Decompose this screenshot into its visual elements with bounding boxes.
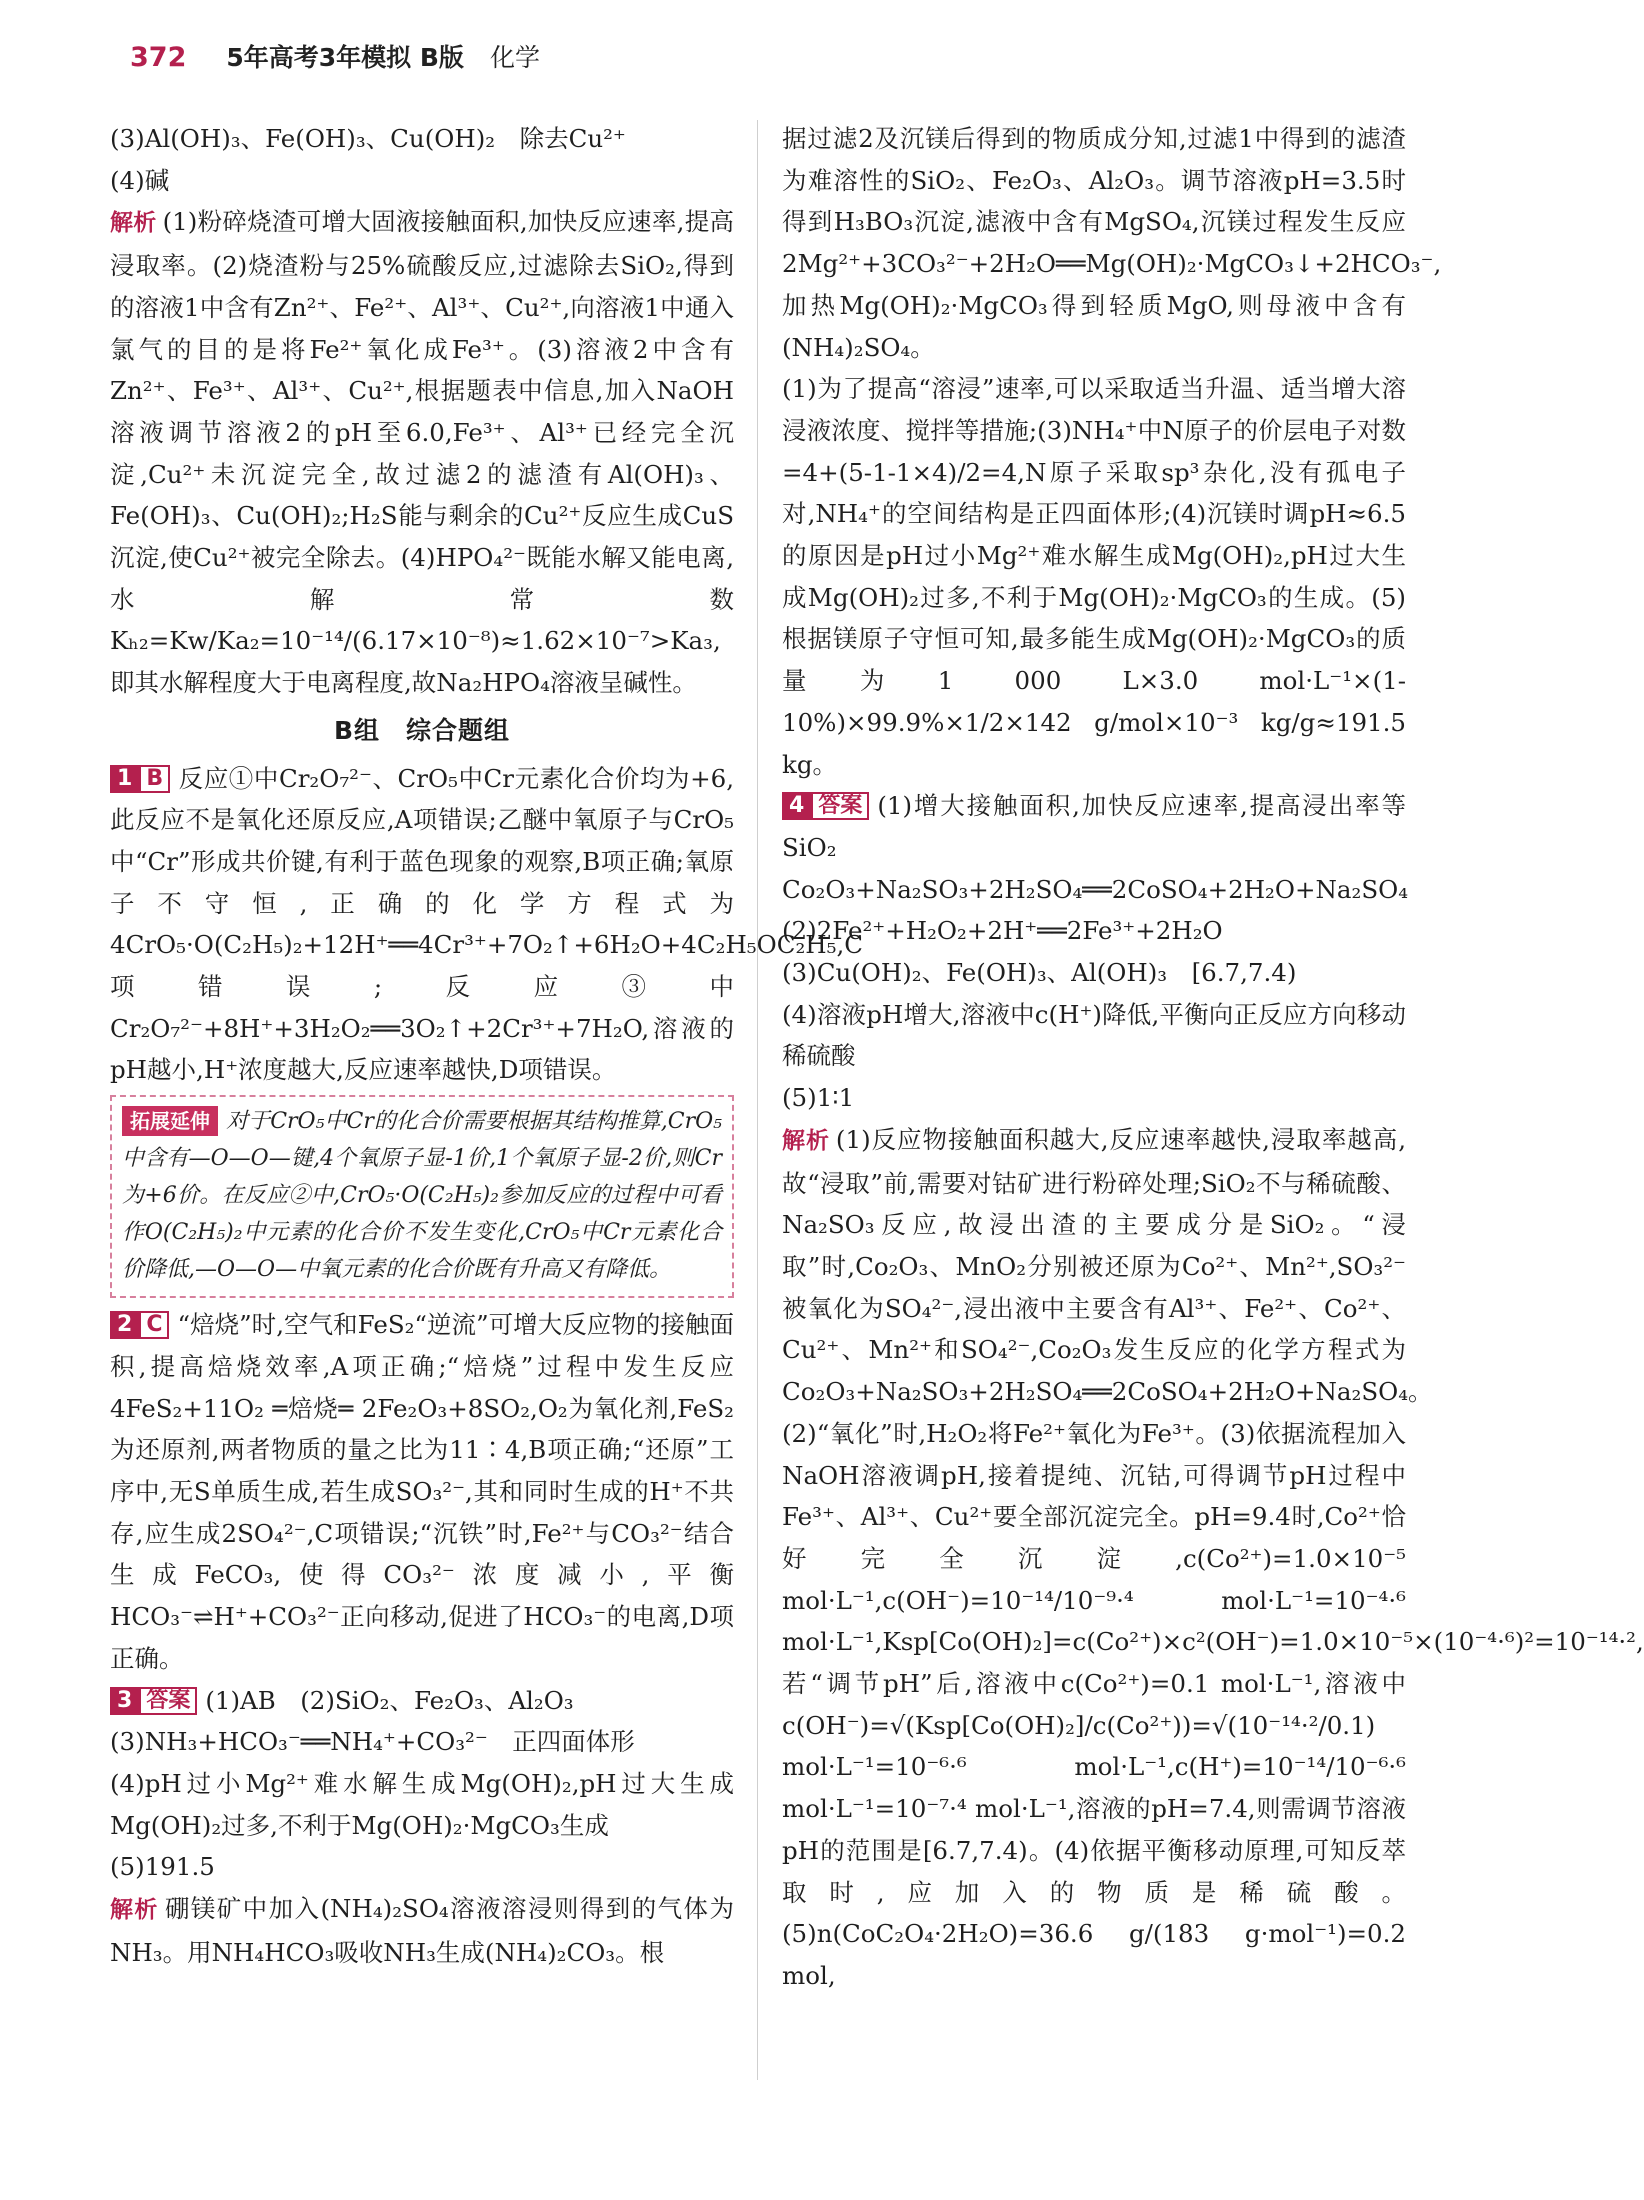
question-1-tag: 1 B	[110, 765, 170, 793]
extension-box	[110, 1095, 734, 1298]
question-4-analysis	[782, 1119, 1644, 1997]
question-4-line-4: (4)溶液pH增大,溶液中c(H⁺)降低,平衡向正反应方向移动 稀硫酸	[782, 999, 1431, 1071]
book-title: 5年高考3年模拟 B版	[226, 43, 464, 72]
question-2-tag: 2 C	[110, 1311, 169, 1339]
question-2-text: “焙烧”时,空气和FeS₂“逆流”可增大反应物的接触面积,提高焙烧效率,A项正确;“焙烧”过程中发生反应4FeS₂+11O₂ ═焙烧═ 2Fe₂O₃+8SO₂,O₂为氧化剂,FeS₂为还原剂,两者物质的量之比为11∶4,B项正确;“还原”工序中,无S单质生成,若生成SO₃²⁻,其和同时生成的H⁺不共存,应生成2SO₄²⁻,C项错误;“沉铁”时,Fe²⁺与CO₃²⁻结合生成FeCO₃,使得CO₃²⁻浓度减小,平衡HCO₃⁻⇌H⁺+CO₃²⁻正向移动,促进了HCO₃⁻的电离,D项正确。	[110, 1310, 734, 1673]
question-3-line-1: (1)AB (2)SiO₂、Fe₂O₃、Al₂O₃	[205, 1685, 574, 1715]
question-4	[782, 785, 1431, 910]
question-2	[110, 1304, 734, 1679]
question-3-analysis	[110, 1888, 734, 1973]
answer-line-4: (4)碱	[110, 165, 170, 195]
answer-line-3: (3)Al(OH)₃、Fe(OH)₃、Cu(OH)₂ 除去Cu²⁺	[110, 124, 626, 153]
analysis-paragraph	[110, 201, 734, 703]
question-4-line-1: (1)增大接触面积,加快反应速率,提高浸出率等 SiO₂ Co₂O₃+Na₂SO₃+2H₂SO₄══2CoSO₄+2H₂O+Na₂SO₄	[782, 791, 1431, 904]
question-1-text: 反应①中Cr₂O₇²⁻、CrO₅中Cr元素化合价均为+6,此反应不是氧化还原反应,A项错误;乙醚中氧原子与CrO₅中“Cr”形成共价键,有利于蓝色现象的观察,B项正确;氧原子不守恒,正确的化学方程式为4CrO₅·O(C₂H₅)₂+12H⁺══4Cr³⁺+7O₂↑+6H₂O+4C₂H₅OC₂H₅,C项错误;反应③中Cr₂O₇²⁻+8H⁺+3H₂O₂══3O₂↑+2Cr³⁺+7H₂O,溶液的pH越小,H⁺浓度越大,反应速率越快,D项错误。	[110, 763, 864, 1085]
right-column	[782, 118, 1644, 1997]
question-3-line-4: (5)191.5	[110, 1852, 215, 1882]
question-3-analysis-text: 硼镁矿中加入(NH₄)₂SO₄溶液溶浸则得到的气体为NH₃。用NH₄HCO₃吸收NH₃生成(NH₄)₂CO₃。根	[110, 1894, 734, 1967]
extension-text: 对于CrO₅中Cr的化合价需要根据其结构推算,CrO₅中含有—O—O—键,4个氧原子显-1价,1个氧原子显-2价,则Cr为+6价。在反应②中,CrO₅·O(C₂H₅)₂参加反应的过程中可看作O(C₂H₅)₂中元素的化合价不发生变化,CrO₅中Cr元素化合价降低,—O—O—中氧元素的化合价既有升高又有降低。	[122, 1109, 722, 1283]
section-title: B组 综合题组	[333, 715, 511, 745]
question-4-line-2: (2)2Fe²⁺+H₂O₂+2H⁺══2Fe³⁺+2H₂O	[782, 916, 1223, 946]
analysis-label: 解析	[782, 1127, 830, 1154]
question-3-tag: 3 答案	[110, 1687, 197, 1715]
page-number: 372	[130, 42, 187, 73]
subject-label: 化学	[489, 43, 540, 72]
question-3-line-3: (4)pH过小Mg²⁺难水解生成Mg(OH)₂,pH过大生成Mg(OH)₂过多,不利于Mg(OH)₂·MgCO₃生成	[110, 1768, 734, 1840]
analysis-continued: 据过滤2及沉镁后得到的物质成分知,过滤1中得到的滤渣为难溶性的SiO₂、Fe₂O₃、Al₂O₃。调节溶液pH=3.5时得到H₃BO₃沉淀,滤液中含有MgSO₄,沉镁过程发生反应2Mg²⁺+3CO₃²⁻+2H₂O══Mg(OH)₂·MgCO₃↓+2HCO₃⁻,加热Mg(OH)₂·MgCO₃得到轻质MgO,则母液中含有(NH₄)₂SO₄。	[782, 124, 1442, 362]
question-4-line-3: (3)Cu(OH)₂、Fe(OH)₃、Al(OH)₃ [6.7,7.4)	[782, 958, 1297, 988]
question-4-tag: 4 答案	[782, 792, 869, 820]
analysis-label: 解析	[110, 210, 157, 237]
analysis-details: (1)为了提高“溶浸”速率,可以采取适当升温、适当增大溶浸液浓度、搅拌等措施;(3)NH₄⁺中N原子的价层电子对数=4+(5-1-1×4)/2=4,N原子采取sp³杂化,没有孤电子对,NH₄⁺的空间结构是正四面体形;(4)沉镁时调pH≈6.5的原因是pH过小Mg²⁺难水解生成Mg(OH)₂,pH过大生成Mg(OH)₂过多,不利于Mg(OH)₂·MgCO₃的生成。(5)根据镁原子守恒可知,最多能生成Mg(OH)₂·MgCO₃的质量为1 000 L×3.0 mol·L⁻¹×(1-10%)×99.9%×1/2×142 g/mol×10⁻³ kg/g≈191.5 kg。	[782, 374, 1406, 779]
question-3-line-2: (3)NH₃+HCO₃⁻══NH₄⁺+CO₃²⁻ 正四面体形	[110, 1727, 635, 1757]
column-divider	[757, 120, 758, 2080]
page-header	[130, 38, 540, 78]
extension-label: 拓展延伸	[122, 1106, 218, 1136]
question-4-analysis-text: (1)反应物接触面积越大,反应速率越快,浸取率越高,故“浸取”前,需要对钴矿进行粉碎处理;SiO₂不与稀硫酸、Na₂SO₃反应,故浸出渣的主要成分是SiO₂。“浸取”时,Co₂O₃、MnO₂分别被还原为Co²⁺、Mn²⁺,SO₃²⁻被氧化为SO₄²⁻,浸出液中主要含有Al³⁺、Fe²⁺、Co²⁺、Cu²⁺、Mn²⁺和SO₄²⁻,Co₂O₃发生反应的化学方程式为Co₂O₃+Na₂SO₃+2H₂SO₄══2CoSO₄+2H₂O+Na₂SO₄。(2)“氧化”时,H₂O₂将Fe²⁺氧化为Fe³⁺。(3)依据流程加入NaOH溶液调pH,接着提纯、沉钴,可得调节pH过程中Fe³⁺、Al³⁺、Cu²⁺要全部沉淀完全。pH=9.4时,Co²⁺恰好完全沉淀,c(Co²⁺)=1.0×10⁻⁵ mol·L⁻¹,c(OH⁻)=10⁻¹⁴/10⁻⁹·⁴ mol·L⁻¹=10⁻⁴·⁶ mol·L⁻¹,Ksp[Co(OH)₂]=c(Co²⁺)×c²(OH⁻)=1.0×10⁻⁵×(10⁻⁴·⁶)²=10⁻¹⁴·²,若“调节pH”后,溶液中c(Co²⁺)=0.1 mol·L⁻¹,溶液中c(OH⁻)=√(Ksp[Co(OH)₂]/c(Co²⁺))=√(10⁻¹⁴·²/0.1) mol·L⁻¹=10⁻⁶·⁶ mol·L⁻¹,c(H⁺)=10⁻¹⁴/10⁻⁶·⁶ mol·L⁻¹=10⁻⁷·⁴ mol·L⁻¹,溶液的pH=7.4,则需调节溶液pH的范围是[6.7,7.4)。(4)依据平衡移动原理,可知反萃取时,应加入的物质是稀硫酸。(5)n(CoC₂O₄·2H₂O)=36.6 g/(183 g·mol⁻¹)=0.2 mol,	[782, 1124, 1644, 1990]
analysis-label: 解析	[110, 1897, 159, 1924]
analysis-text: (1)粉碎烧渣可增大固液接触面积,加快反应速率,提高浸取率。(2)烧渣粉与25%硫酸反应,过滤除去SiO₂,得到的溶液1中含有Zn²⁺、Fe²⁺、Al³⁺、Cu²⁺,向溶液1中通入氯气的目的是将Fe²⁺氧化成Fe³⁺。(3)溶液2中含有Zn²⁺、Fe³⁺、Al³⁺、Cu²⁺,根据题表中信息,加入NaOH溶液调节溶液2的pH至6.0,Fe³⁺、Al³⁺已经完全沉淀,Cu²⁺未沉淀完全,故过滤2的滤渣有Al(OH)₃、Fe(OH)₃、Cu(OH)₂;H₂S能与剩余的Cu²⁺反应生成CuS沉淀,使Cu²⁺被完全除去。(4)HPO₄²⁻既能水解又能电离,水解常数Kₕ₂=Kw/Ka₂=10⁻¹⁴/(6.17×10⁻⁸)≈1.62×10⁻⁷>Ka₃,即其水解程度大于电离程度,故Na₂HPO₄溶液呈碱性。	[110, 207, 734, 698]
question-4-line-5: (5)1∶1	[782, 1083, 855, 1113]
question-3	[110, 1680, 734, 1722]
